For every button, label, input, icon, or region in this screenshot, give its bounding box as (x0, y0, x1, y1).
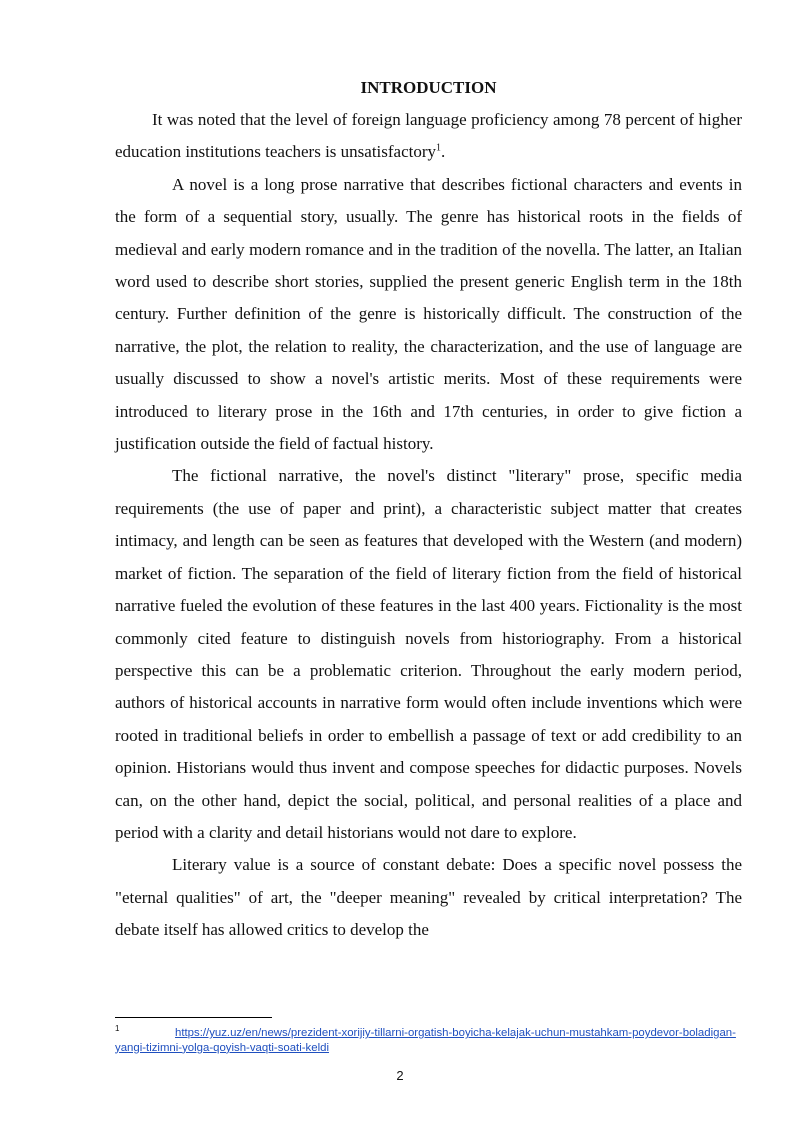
paragraph-4: Literary value is a source of constant debate: Does a specific novel possess the "eternal qualities" of art, the "deeper meaning" revealed by critical interpretation? The debate itself has allowed critics to develop the (115, 855, 742, 940)
paragraph-3: The fictional narrative, the novel's distinct "literary" prose, specific media requirements (the use of paper and print), a characteristic subject matter that creates intimacy, and length can be seen as features that developed with the Western (and modern) market of fiction. The separation of the field of literary fiction from the field of historical narrative fueled the evolution of these features in the last 400 years. Fictionality is the most commonly cited feature to distinguish novels from historiography. From a historical perspective this can be a problematic criterion. Throughout the early modern period, authors of historical accounts in narrative form would often include inventions which were rooted in traditional beliefs in order to embellish a passage of text or add credibility to an opinion. Historians would thus invent and compose speeches for didactic purposes. Novels can, on the other hand, depict the social, political, and personal realities of a place and period with a clarity and detail historians would not dare to explore. (115, 466, 742, 842)
footnote-link[interactable]: https://yuz.uz/en/news/prezident-xorijiy-tillarni-orgatish-boyicha-kelajak-uchun-mustahkam-poydevor-boladigan-yangi-tizimni-yolga-qoyish-vaqti-soati-keldi (115, 1026, 736, 1054)
footnote-separator (115, 1017, 272, 1018)
paragraph-1-end: . (441, 142, 446, 162)
footnote-number: 1 (115, 1024, 120, 1033)
footnote (115, 1021, 742, 1056)
document-body (115, 72, 742, 947)
paragraph-1 (115, 104, 742, 169)
paragraph-1-text: It was noted that the level of foreign language proficiency among 78 percent of higher education institutions teachers is unsatisfactory (115, 110, 742, 162)
page-title: INTRODUCTION (360, 78, 497, 97)
paragraph-2: A novel is a long prose narrative that describes fictional characters and events in the form of a sequential story, usually. The genre has historical roots in the fields of medieval and early modern romance and in the tradition of the novella. The latter, an Italian word used to describe short stories, supplied the present generic English term in the 18th century. Further definition of the genre is historically difficult. The construction of the narrative, the plot, the relation to reality, the characterization, and the use of language are usually discussed to show a novel's artistic merits. Most of these requirements were introduced to literary prose in the 16th and 17th centuries, in order to give fiction a justification outside the field of factual history. (115, 174, 742, 454)
footnote-reference[interactable]: 1 (436, 142, 442, 154)
page-number: 2 (396, 1068, 404, 1083)
